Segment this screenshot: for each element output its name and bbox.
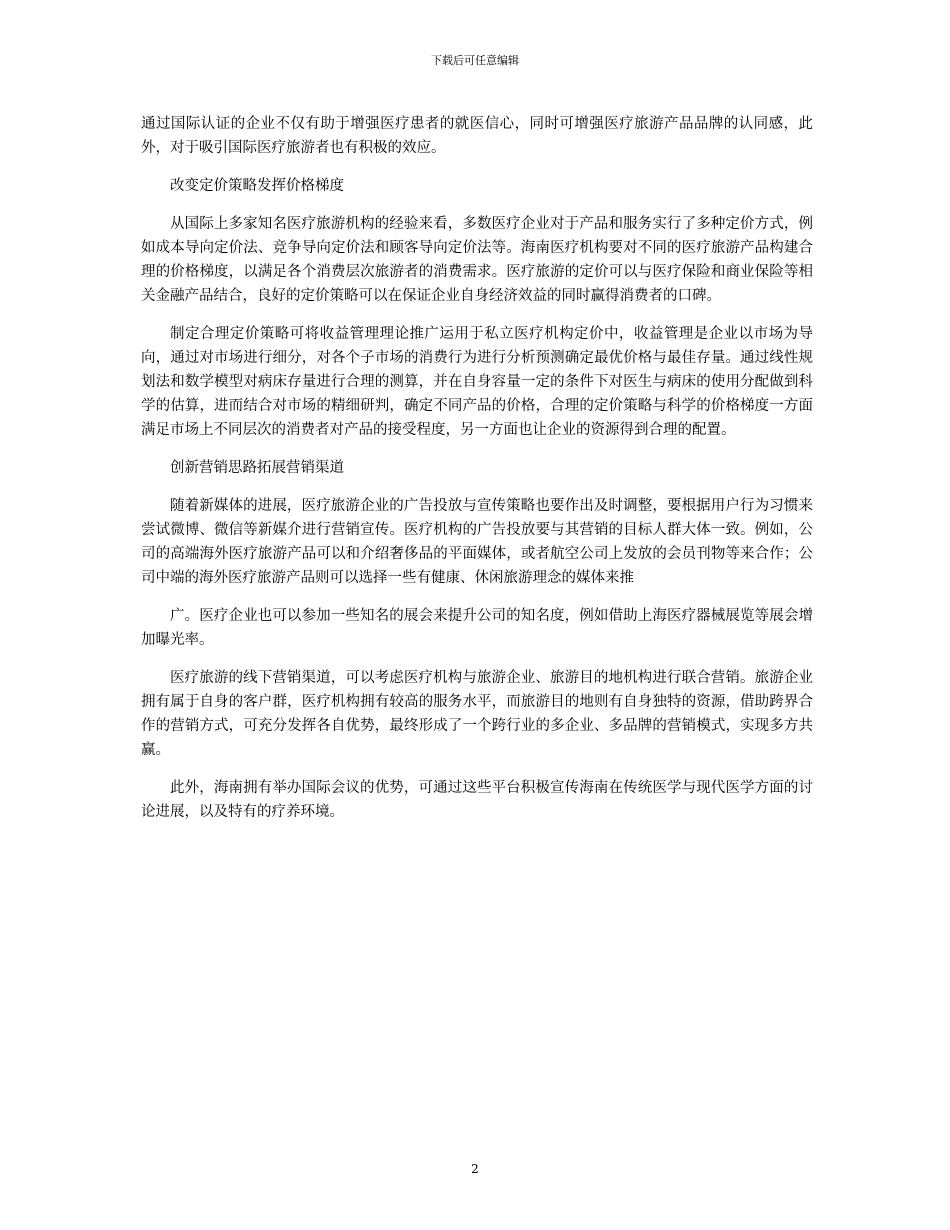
section-heading: 改变定价策略发挥价格梯度 (170, 178, 344, 194)
section-heading: 创新营销思路拓展营销渠道 (170, 460, 344, 476)
page-number: 2 (471, 1162, 479, 1176)
document-body (141, 112, 813, 838)
paragraph: 广。医疗企业也可以参加一些知名的展会来提升公司的知名度，例如借助上海医疗器械展览等展会增加曝光率。 (141, 608, 813, 648)
paragraph: 制定合理定价策略可将收益管理理论推广运用于私立医疗机构定价中，收益管理是企业以市场为导向，通过对市场进行细分，对各个子市场的消费行为进行分析预测确定最优价格与最佳存量。通过线性规划法和数学模型对病床存量进行合理的测算，并在自身容量一定的条件下对医生与病床的使用分配做到科学的估算，进而结合对市场的精细研判，确定不同产品的价格，合理的定价策略与科学的价格梯度一方面满足市场上不同层次的消费者对产品的接受程度，另一方面也让企业的资源得到合理的配置。 (141, 326, 813, 438)
paragraph: 此外，海南拥有举办国际会议的优势，可通过这些平台积极宣传海南在传统医学与现代医学方面的讨论进展，以及特有的疗养环境。 (141, 780, 813, 820)
paragraph: 从国际上多家知名医疗旅游机构的经验来看，多数医疗企业对于产品和服务实行了多种定价方式，例如成本导向定价法、竞争导向定价法和顾客导向定价法等。海南医疗机构要对不同的医疗旅游产品构建合理的价格梯度，以满足各个消费层次旅游者的消费需求。医疗旅游的定价可以与医疗保险和商业保险等相关金融产品结合，良好的定价策略可以在保证企业自身经济效益的同时赢得消费者的口碑。 (141, 216, 813, 304)
page-header: 下载后可任意编辑 (431, 54, 519, 67)
paragraph: 随着新媒体的进展，医疗旅游企业的广告投放与宣传策略也要作出及时调整，要根据用户行为习惯来尝试微博、微信等新媒介进行营销宣传。医疗机构的广告投放要与其营销的目标人群大体一致。例如，公司的高端海外医疗旅游产品可以和介绍奢侈品的平面媒体，或者航空公司上发放的会员刊物等来合作；公司中端的海外医疗旅游产品则可以选择一些有健康、休闲旅游理念的媒体来推 (141, 498, 813, 586)
paragraph: 通过国际认证的企业不仅有助于增强医疗患者的就医信心，同时可增强医疗旅游产品品牌的认同感，此外，对于吸引国际医疗旅游者也有积极的效应。 (141, 116, 813, 156)
paragraph: 医疗旅游的线下营销渠道，可以考虑医疗机构与旅游企业、旅游目的地机构进行联合营销。旅游企业拥有属于自身的客户群，医疗机构拥有较高的服务水平，而旅游目的地则有自身独特的资源，借助跨界合作的营销方式，可充分发挥各自优势，最终形成了一个跨行业的多企业、多品牌的营销模式，实现多方共赢。 (141, 670, 813, 758)
